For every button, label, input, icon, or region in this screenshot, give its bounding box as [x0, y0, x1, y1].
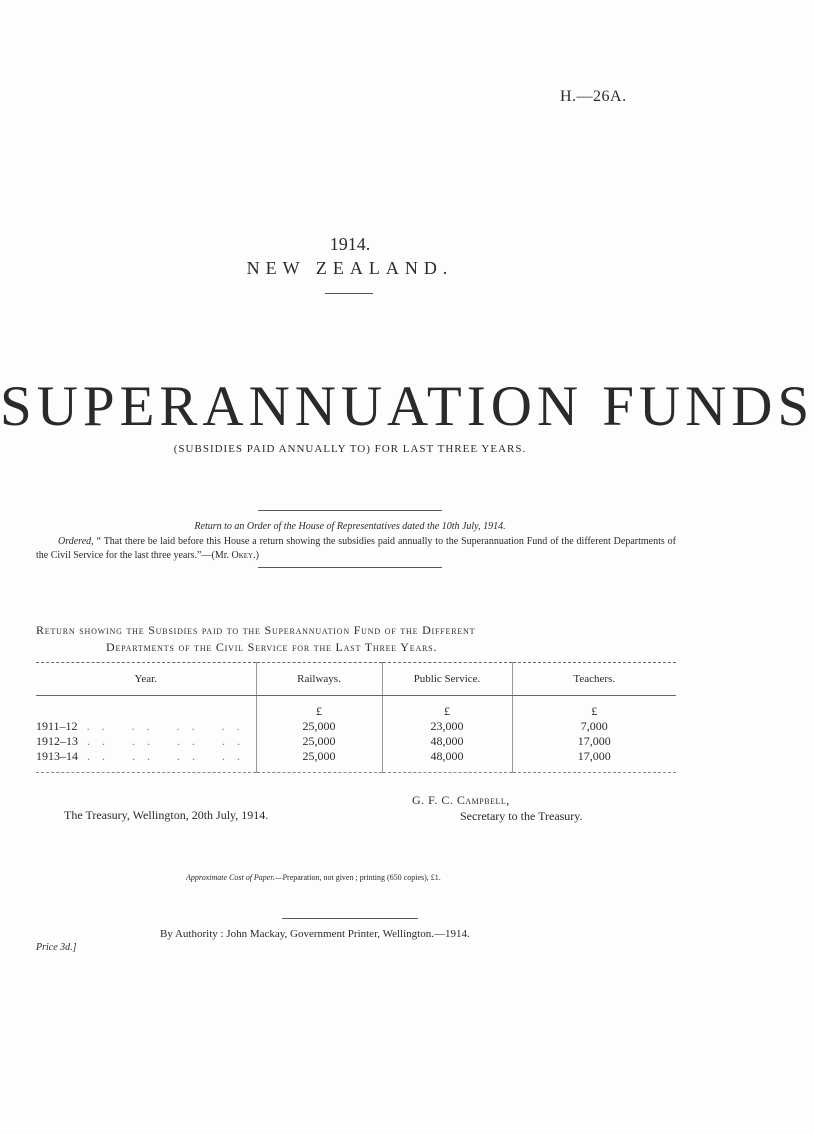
cost-text: —Preparation, not given ; printing (650 copies), £1.: [274, 873, 441, 882]
column-header-teachers: Teachers.: [512, 663, 676, 696]
units-row: [36, 696, 676, 720]
divider-short: [325, 293, 373, 294]
table-row: [36, 749, 676, 773]
divider-authority: [282, 918, 418, 919]
teachers-cell: 17,000: [512, 749, 676, 773]
table-header-row: [36, 663, 676, 696]
column-header-railways: Railways.: [256, 663, 382, 696]
cost-note: [186, 873, 441, 882]
teachers-cell: 17,000: [512, 734, 676, 749]
public-service-cell: 48,000: [382, 734, 512, 749]
paper-number: H.—26A.: [560, 88, 627, 105]
year-cell: 1912–13: [36, 734, 78, 748]
leader-dots: .. .. .. ..: [86, 719, 252, 733]
leader-dots: .. .. .. ..: [87, 749, 252, 763]
return-order-line: Return to an Order of the House of Representatives dated the 10th July, 1914.: [194, 521, 506, 532]
page-subtitle: (SUBSIDIES PAID ANNUALLY TO) FOR LAST THREE YEARS.: [173, 443, 527, 455]
signatory-name: G. F. C. Campbell,: [412, 793, 510, 807]
railways-cell: 25,000: [256, 734, 382, 749]
ordered-paragraph: [36, 535, 676, 563]
place-date-line: The Treasury, Wellington, 20th July, 1914.: [64, 808, 269, 822]
member-name: Okey.): [231, 550, 259, 561]
signatory-title: Secretary to the Treasury.: [460, 809, 583, 823]
year-cell: 1911–12: [36, 719, 78, 733]
unit-label: £: [382, 696, 512, 720]
signature-block: [412, 792, 583, 824]
table-heading-line2: Departments of the Civil Service for the Last Three Years.: [106, 640, 438, 654]
unit-label: £: [512, 696, 676, 720]
cost-label: Approximate Cost of Paper.: [186, 873, 275, 882]
divider-bottom: [258, 567, 442, 568]
ordered-text: “ That there be laid before this House a return showing the subsidies paid annually to the Superannuation Fund of the different Departments of the Civil Service for the last three years.”—(Mr.: [36, 536, 676, 561]
public-service-cell: 23,000: [382, 719, 512, 734]
table-heading-line1: Return showing the Subsidies paid to the Superannuation Fund of the Different: [36, 623, 476, 637]
railways-cell: 25,000: [256, 749, 382, 773]
teachers-cell: 7,000: [512, 719, 676, 734]
subsidies-table: [36, 662, 676, 773]
divider-top: [258, 510, 442, 511]
page-title: SUPERANNUATION FUNDS: [0, 375, 814, 438]
document-year: 1914.: [329, 234, 371, 254]
column-header-public-service: Public Service.: [382, 663, 512, 696]
country-heading: NEW ZEALAND.: [246, 258, 454, 278]
public-service-cell: 48,000: [382, 749, 512, 773]
table-heading: [36, 622, 676, 656]
ordered-label: Ordered,: [58, 536, 94, 547]
year-cell: 1913–14: [36, 749, 78, 763]
railways-cell: 25,000: [256, 719, 382, 734]
column-header-year: Year.: [36, 663, 256, 696]
price-label: Price 3d.]: [36, 942, 77, 953]
table-row: [36, 734, 676, 749]
leader-dots: .. .. .. ..: [87, 734, 252, 748]
unit-label: £: [256, 696, 382, 720]
printer-authority: By Authority : John Mackay, Government Printer, Wellington.—1914.: [160, 928, 470, 940]
table-row: [36, 719, 676, 734]
